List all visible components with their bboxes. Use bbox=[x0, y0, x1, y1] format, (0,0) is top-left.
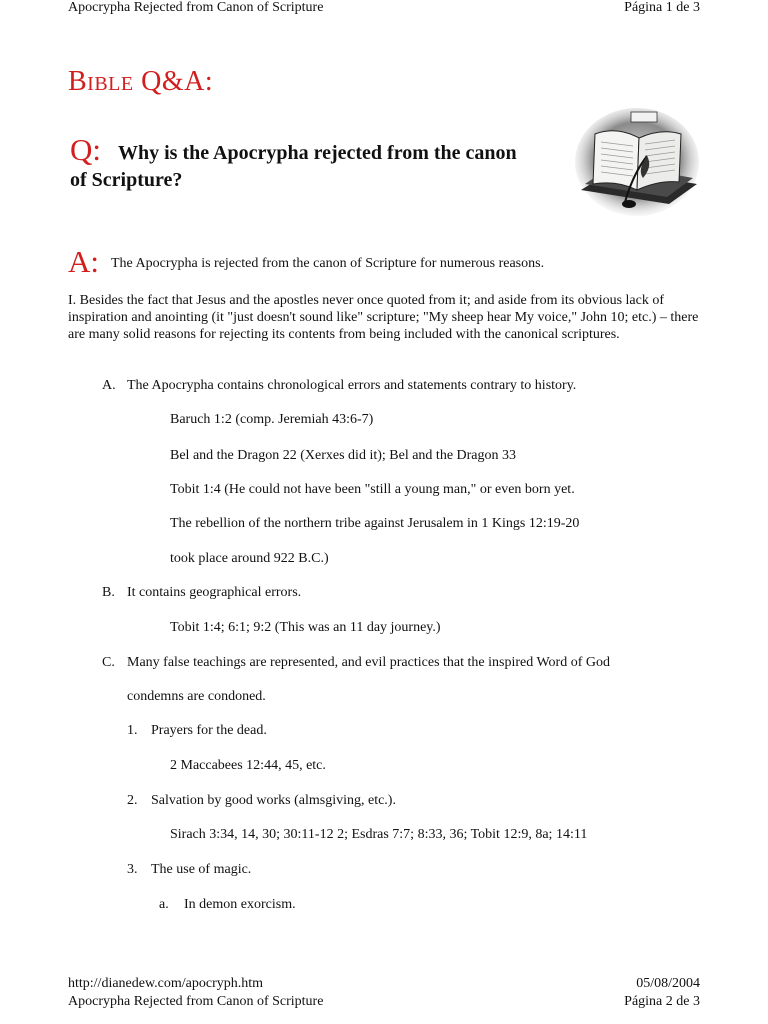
page-heading: Bible Q&A: bbox=[68, 66, 214, 97]
outline-item-c1: Prayers for the dead. bbox=[151, 723, 267, 738]
next-page-number: Página 2 de 3 bbox=[624, 994, 700, 1009]
outline-marker-c: C. bbox=[102, 655, 115, 670]
outline-marker-b: B. bbox=[102, 585, 115, 600]
reference-line: The rebellion of the northern tribe against Jerusalem in 1 Kings 12:19-20 bbox=[170, 516, 580, 531]
header-title: Apocrypha Rejected from Canon of Scripture bbox=[68, 0, 324, 15]
outline-marker-c3: 3. bbox=[127, 862, 138, 877]
outline-marker-c3a: a. bbox=[159, 897, 169, 912]
outline-marker-c1: 1. bbox=[127, 723, 138, 738]
outline-item-b: It contains geographical errors. bbox=[127, 585, 302, 600]
reference-line: took place around 922 B.C.) bbox=[170, 551, 329, 566]
reference-line: Tobit 1:4; 6:1; 9:2 (This was an 11 day journey.) bbox=[170, 620, 441, 635]
footer-date: 05/08/2004 bbox=[636, 976, 700, 991]
question-text-line1: Why is the Apocrypha rejected from the canon bbox=[118, 142, 517, 164]
outline-marker-a: A. bbox=[102, 378, 116, 393]
question-text-line2: of Scripture? bbox=[70, 169, 183, 191]
outline-item-c3a: In demon exorcism. bbox=[184, 897, 296, 912]
open-bible-with-quill-icon bbox=[573, 104, 701, 218]
answer-intro-text: The Apocrypha is rejected from the canon of Scripture for numerous reasons. bbox=[111, 256, 545, 271]
reference-line: Baruch 1:2 (comp. Jeremiah 43:6-7) bbox=[170, 412, 374, 427]
outline-item-c: Many false teachings are represented, and evil practices that the inspired Word of God bbox=[127, 655, 610, 670]
outline-marker-c2: 2. bbox=[127, 793, 138, 808]
reference-line: Sirach 3:34, 14, 30; 30:11-12 2; Esdras 7:7; 8:33, 36; Tobit 12:9, 8a; 14:11 bbox=[170, 827, 588, 842]
header-page-number: Página 1 de 3 bbox=[624, 0, 700, 15]
reference-line: Bel and the Dragon 22 (Xerxes did it); Bel and the Dragon 33 bbox=[170, 448, 517, 463]
outline-item-a: The Apocrypha contains chronological errors and statements contrary to history. bbox=[127, 378, 577, 393]
reference-line: 2 Maccabees 12:44, 45, etc. bbox=[170, 758, 326, 773]
outline-item-c2: Salvation by good works (almsgiving, etc.). bbox=[151, 793, 396, 808]
body-paragraph: I. Besides the fact that Jesus and the apostles never once quoted from it; and aside from its obvious lack of inspiration and anointing (it "just doesn't sound like" scripture; "My sheep hear My voice," John 10; etc.) – there are many solid reasons for rejecting its contents from being included with the canonical scriptures. bbox=[68, 293, 699, 342]
answer-label: A: bbox=[68, 244, 99, 279]
reference-line: Tobit 1:4 (He could not have been "still a young man," or even born yet. bbox=[170, 482, 575, 497]
outline-item-c3: The use of magic. bbox=[151, 862, 252, 877]
question-label: Q: bbox=[70, 132, 101, 167]
next-page-header-title: Apocrypha Rejected from Canon of Scripture bbox=[68, 994, 324, 1009]
footer-url-link[interactable]: http://dianedew.com/apocryph.htm bbox=[68, 976, 264, 991]
outline-item-c-continued: condemns are condoned. bbox=[127, 689, 266, 704]
